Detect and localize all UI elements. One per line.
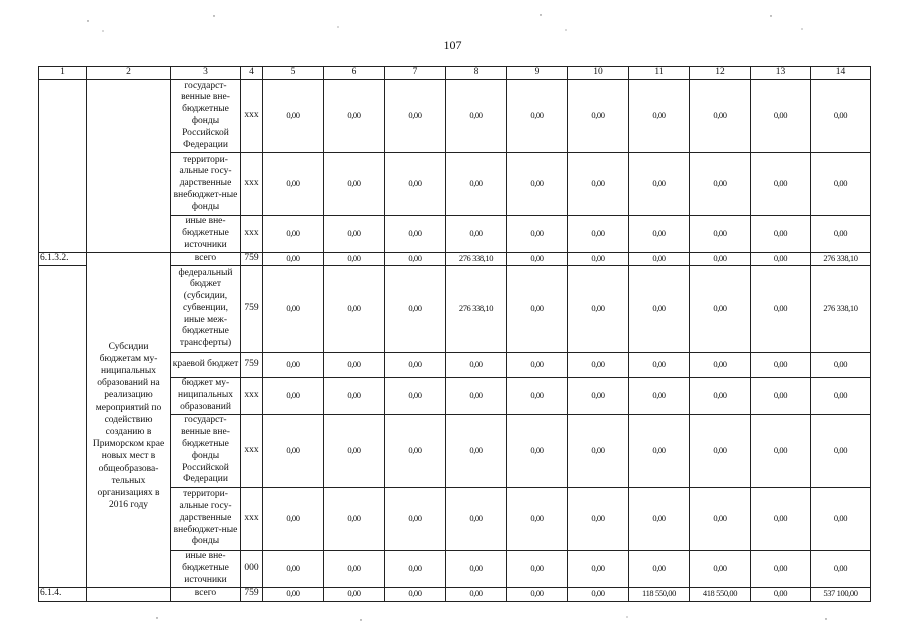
value-cell-col-11: 0,00 <box>629 253 690 266</box>
code-cell: 6.1.4. <box>39 587 87 601</box>
value-cell-col-7: 0,00 <box>385 550 446 587</box>
value-cell-col-11: 0,00 <box>629 377 690 414</box>
value-cell-col-8: 0,00 <box>446 587 507 601</box>
table-row <box>39 253 871 266</box>
value-cell-col-11: 118 550,00 <box>629 587 690 601</box>
column-number-11: 11 <box>629 67 690 80</box>
value-cell-col-8: 0,00 <box>446 414 507 487</box>
value-cell-col-13: 0,00 <box>751 80 811 153</box>
value-cell-col-6: 0,00 <box>324 265 385 352</box>
value-cell-col-5: 0,00 <box>263 153 324 216</box>
value-cell-col-14: 0,00 <box>811 352 871 377</box>
source-cell: всего <box>171 587 241 601</box>
column-4-cell: ххх <box>241 153 263 216</box>
value-cell-col-14: 0,00 <box>811 550 871 587</box>
source-cell: краевой бюджет <box>171 352 241 377</box>
column-number-2: 2 <box>87 67 171 80</box>
source-cell: государст-венные вне-бюджетные фонды Российской Федерации <box>171 414 241 487</box>
value-cell-col-7: 0,00 <box>385 80 446 153</box>
value-cell-col-12: 0,00 <box>690 487 751 550</box>
value-cell-col-10: 0,00 <box>568 587 629 601</box>
value-cell-col-13: 0,00 <box>751 487 811 550</box>
value-cell-col-7: 0,00 <box>385 587 446 601</box>
value-cell-col-14: 0,00 <box>811 487 871 550</box>
value-cell-col-12: 0,00 <box>690 550 751 587</box>
column-number-9: 9 <box>507 67 568 80</box>
value-cell-col-5: 0,00 <box>263 253 324 266</box>
column-4-cell: ххх <box>241 377 263 414</box>
value-cell-col-9: 0,00 <box>507 487 568 550</box>
value-cell-col-13: 0,00 <box>751 587 811 601</box>
column-number-5: 5 <box>263 67 324 80</box>
table-row <box>39 265 871 352</box>
value-cell-col-8: 0,00 <box>446 153 507 216</box>
value-cell-col-13: 0,00 <box>751 352 811 377</box>
value-cell-col-6: 0,00 <box>324 352 385 377</box>
column-4-cell: 759 <box>241 253 263 266</box>
value-cell-col-6: 0,00 <box>324 587 385 601</box>
value-cell-col-9: 0,00 <box>507 80 568 153</box>
value-cell-col-7: 0,00 <box>385 487 446 550</box>
value-cell-col-6: 0,00 <box>324 487 385 550</box>
value-cell-col-9: 0,00 <box>507 253 568 266</box>
value-cell-col-12: 0,00 <box>690 265 751 352</box>
value-cell-col-12: 0,00 <box>690 153 751 216</box>
value-cell-col-5: 0,00 <box>263 587 324 601</box>
code-cell <box>39 265 87 587</box>
value-cell-col-10: 0,00 <box>568 377 629 414</box>
description-cell: Субсидии бюджетам му-ниципальных образований на реализацию мероприятий по содействию созданию в Приморском крае новых мест в общеобразова-тельных организациях в 2016 году <box>87 265 171 587</box>
value-cell-col-6: 0,00 <box>324 153 385 216</box>
value-cell-col-10: 0,00 <box>568 216 629 253</box>
value-cell-col-12: 418 550,00 <box>690 587 751 601</box>
value-cell-col-8: 0,00 <box>446 216 507 253</box>
value-cell-col-8: 276 338,10 <box>446 253 507 266</box>
value-cell-col-14: 0,00 <box>811 80 871 153</box>
page-number: 107 <box>443 38 462 52</box>
value-cell-col-6: 0,00 <box>324 253 385 266</box>
source-cell: бюджет му-ниципальных образований <box>171 377 241 414</box>
value-cell-col-10: 0,00 <box>568 550 629 587</box>
value-cell-col-8: 0,00 <box>446 550 507 587</box>
value-cell-col-12: 0,00 <box>690 80 751 153</box>
source-cell: иные вне-бюджетные источники <box>171 216 241 253</box>
value-cell-col-5: 0,00 <box>263 216 324 253</box>
value-cell-col-9: 0,00 <box>507 377 568 414</box>
column-number-14: 14 <box>811 67 871 80</box>
table-row <box>39 587 871 601</box>
value-cell-col-5: 0,00 <box>263 550 324 587</box>
value-cell-col-11: 0,00 <box>629 216 690 253</box>
value-cell-col-11: 0,00 <box>629 352 690 377</box>
value-cell-col-14: 0,00 <box>811 216 871 253</box>
value-cell-col-12: 0,00 <box>690 216 751 253</box>
code-cell <box>39 80 87 253</box>
column-number-7: 7 <box>385 67 446 80</box>
value-cell-col-9: 0,00 <box>507 352 568 377</box>
value-cell-col-10: 0,00 <box>568 153 629 216</box>
value-cell-col-14: 0,00 <box>811 153 871 216</box>
description-cell <box>87 80 171 253</box>
column-number-6: 6 <box>324 67 385 80</box>
column-4-cell: ххх <box>241 487 263 550</box>
value-cell-col-8: 0,00 <box>446 377 507 414</box>
value-cell-col-9: 0,00 <box>507 587 568 601</box>
value-cell-col-13: 0,00 <box>751 550 811 587</box>
column-4-cell: ххх <box>241 216 263 253</box>
column-4-cell: ххх <box>241 414 263 487</box>
value-cell-col-13: 0,00 <box>751 253 811 266</box>
header-row <box>39 67 871 80</box>
column-4-cell: ххх <box>241 80 263 153</box>
value-cell-col-14: 276 338,10 <box>811 265 871 352</box>
value-cell-col-12: 0,00 <box>690 352 751 377</box>
column-number-3: 3 <box>171 67 241 80</box>
value-cell-col-5: 0,00 <box>263 487 324 550</box>
value-cell-col-7: 0,00 <box>385 216 446 253</box>
value-cell-col-7: 0,00 <box>385 352 446 377</box>
table-row <box>39 80 871 153</box>
value-cell-col-9: 0,00 <box>507 216 568 253</box>
source-cell: всего <box>171 253 241 266</box>
value-cell-col-11: 0,00 <box>629 487 690 550</box>
value-cell-col-11: 0,00 <box>629 550 690 587</box>
value-cell-col-5: 0,00 <box>263 377 324 414</box>
value-cell-col-10: 0,00 <box>568 265 629 352</box>
budget-table <box>38 66 871 602</box>
value-cell-col-11: 0,00 <box>629 153 690 216</box>
code-cell: 6.1.3.2. <box>39 253 87 266</box>
source-cell: территори-альные госу-дарственные внебюджет-ные фонды <box>171 487 241 550</box>
column-number-13: 13 <box>751 67 811 80</box>
column-number-8: 8 <box>446 67 507 80</box>
value-cell-col-9: 0,00 <box>507 550 568 587</box>
value-cell-col-10: 0,00 <box>568 487 629 550</box>
value-cell-col-10: 0,00 <box>568 253 629 266</box>
value-cell-col-13: 0,00 <box>751 216 811 253</box>
value-cell-col-8: 0,00 <box>446 352 507 377</box>
value-cell-col-7: 0,00 <box>385 265 446 352</box>
value-cell-col-5: 0,00 <box>263 80 324 153</box>
value-cell-col-13: 0,00 <box>751 377 811 414</box>
value-cell-col-9: 0,00 <box>507 265 568 352</box>
column-4-cell: 000 <box>241 550 263 587</box>
value-cell-col-11: 0,00 <box>629 265 690 352</box>
source-cell: государст-венные вне-бюджетные фонды Российской Федерации <box>171 80 241 153</box>
column-number-12: 12 <box>690 67 751 80</box>
value-cell-col-5: 0,00 <box>263 414 324 487</box>
value-cell-col-14: 276 338,10 <box>811 253 871 266</box>
description-cell <box>87 587 171 601</box>
column-4-cell: 759 <box>241 265 263 352</box>
value-cell-col-6: 0,00 <box>324 414 385 487</box>
value-cell-col-14: 537 100,00 <box>811 587 871 601</box>
value-cell-col-6: 0,00 <box>324 80 385 153</box>
value-cell-col-10: 0,00 <box>568 352 629 377</box>
value-cell-col-11: 0,00 <box>629 80 690 153</box>
value-cell-col-10: 0,00 <box>568 80 629 153</box>
column-4-cell: 759 <box>241 352 263 377</box>
value-cell-col-7: 0,00 <box>385 253 446 266</box>
value-cell-col-11: 0,00 <box>629 414 690 487</box>
value-cell-col-8: 0,00 <box>446 487 507 550</box>
source-cell: иные вне-бюджетные источники <box>171 550 241 587</box>
value-cell-col-7: 0,00 <box>385 414 446 487</box>
value-cell-col-12: 0,00 <box>690 377 751 414</box>
value-cell-col-13: 0,00 <box>751 153 811 216</box>
value-cell-col-5: 0,00 <box>263 352 324 377</box>
value-cell-col-8: 0,00 <box>446 80 507 153</box>
value-cell-col-10: 0,00 <box>568 414 629 487</box>
value-cell-col-14: 0,00 <box>811 414 871 487</box>
value-cell-col-9: 0,00 <box>507 153 568 216</box>
column-4-cell: 759 <box>241 587 263 601</box>
source-cell: территори-альные госу-дарственные внебюджет-ные фонды <box>171 153 241 216</box>
value-cell-col-13: 0,00 <box>751 265 811 352</box>
value-cell-col-6: 0,00 <box>324 216 385 253</box>
value-cell-col-13: 0,00 <box>751 414 811 487</box>
description-cell <box>87 253 171 266</box>
value-cell-col-12: 0,00 <box>690 253 751 266</box>
value-cell-col-8: 276 338,10 <box>446 265 507 352</box>
value-cell-col-14: 0,00 <box>811 377 871 414</box>
value-cell-col-7: 0,00 <box>385 377 446 414</box>
column-number-1: 1 <box>39 67 87 80</box>
column-number-10: 10 <box>568 67 629 80</box>
value-cell-col-9: 0,00 <box>507 414 568 487</box>
value-cell-col-12: 0,00 <box>690 414 751 487</box>
value-cell-col-6: 0,00 <box>324 377 385 414</box>
value-cell-col-7: 0,00 <box>385 153 446 216</box>
column-number-4: 4 <box>241 67 263 80</box>
value-cell-col-5: 0,00 <box>263 265 324 352</box>
value-cell-col-6: 0,00 <box>324 550 385 587</box>
source-cell: федеральный бюджет (субсидии, субвенции, иные меж-бюджетные трансферты) <box>171 265 241 352</box>
